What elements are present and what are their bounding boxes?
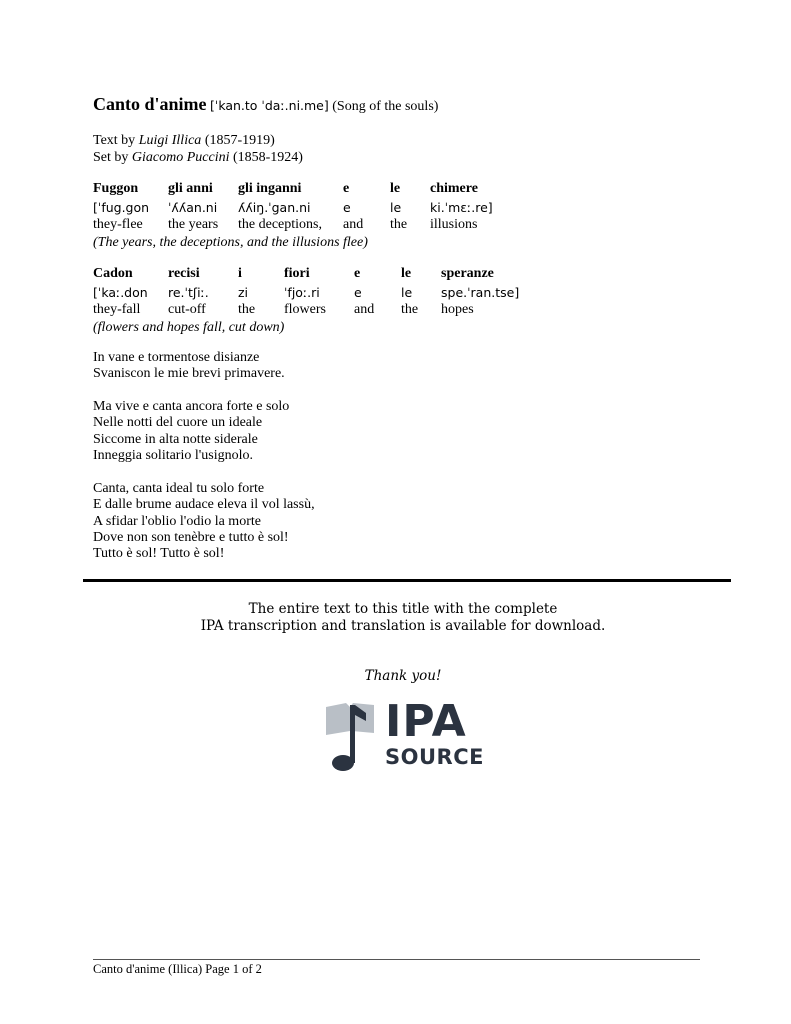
title-ipa: [ˈkan.to ˈdaː.ni.me]: [210, 98, 329, 113]
composer-credit: Set by Giacomo Puccini (1858-1924): [93, 150, 303, 165]
text-credit: Text by Luigi Illica (1857-1919): [93, 133, 275, 148]
ipa-word: re.ˈtʃiː.: [168, 285, 209, 300]
logo-wordmark-source: SOURCE: [385, 745, 484, 769]
poem-line: Inneggia solitario l'usignolo.: [93, 447, 254, 463]
gloss-word: flowers: [284, 302, 326, 317]
gloss-word: illusions: [430, 217, 478, 232]
ipa-word: le: [390, 200, 402, 215]
word: e: [354, 266, 361, 281]
ipa-word: ˈfjoː.ri: [284, 285, 320, 300]
ipa-word: ki.ˈmɛː.re]: [430, 200, 493, 215]
verse-2-summary: (flowers and hopes fall, cut down): [93, 320, 285, 335]
note-head: [332, 755, 354, 771]
gloss-word: the: [238, 302, 256, 317]
verse-2-words: [93, 266, 494, 284]
verse-1-word-by-word: [93, 181, 493, 251]
verse-1-ipa: [93, 199, 493, 217]
verse-2-ipa: [93, 284, 520, 302]
poem-line: A sfidar l'oblio l'odio la morte: [93, 513, 261, 529]
ipa-word: e: [354, 285, 362, 300]
word: recisi: [168, 266, 200, 281]
ipa-word: ˈʎʎan.ni: [168, 200, 218, 215]
verse-2-word-by-word: [93, 266, 520, 336]
page-title: [93, 94, 438, 115]
gloss-word: cut-off: [168, 302, 206, 317]
gloss-word: they-flee: [93, 217, 143, 232]
word: gli inganni: [238, 181, 302, 196]
ipa-word: spe.ˈran.tse]: [441, 285, 520, 300]
gloss-word: the: [401, 302, 419, 317]
gloss-word: the years: [168, 217, 219, 232]
footer-divider: [93, 959, 700, 960]
stanza-1: [93, 350, 285, 383]
note-stem: [350, 705, 355, 763]
word: Fuggon: [93, 181, 139, 196]
word: fiori: [284, 266, 310, 281]
poem-line: Svaniscon le mie brevi primavere.: [93, 366, 285, 382]
credits: [93, 132, 303, 166]
poem-line: Dove non son tenèbre e tutto è sol!: [93, 529, 289, 545]
poem-line: In vane e tormentose disianze: [93, 350, 260, 365]
gloss-word: and: [343, 217, 364, 232]
word: i: [238, 266, 242, 281]
gloss-word: they-fall: [93, 302, 141, 317]
section-divider: [83, 579, 731, 582]
poem-line: Canta, canta ideal tu solo forte: [93, 481, 265, 496]
ipa-word: zi: [238, 285, 249, 300]
poem-line: Ma vive e canta ancora forte e solo: [93, 399, 290, 414]
stanza-2: [93, 399, 289, 464]
word: le: [390, 181, 401, 196]
gloss-word: hopes: [441, 302, 474, 317]
ipa-word: ʎʎiŋ.ˈgan.ni: [238, 200, 311, 215]
thank-you-text: Thank you!: [364, 668, 442, 684]
stanza-3: [93, 481, 315, 562]
logo-wordmark-ipa: IPA: [385, 696, 467, 747]
word: le: [401, 266, 412, 281]
word: e: [343, 181, 350, 196]
lyricist-name: Luigi Illica: [138, 133, 202, 148]
ipa-word: e: [343, 200, 351, 215]
word: Cadon: [93, 266, 133, 281]
poem-line: Siccome in alta notte siderale: [93, 431, 258, 447]
page-footer: Canto d'anime (Illica) Page 1 of 2: [93, 962, 262, 976]
composer-name: Giacomo Puccini: [131, 150, 230, 165]
verse-1-gloss: [93, 217, 478, 235]
gloss-word: the: [390, 217, 408, 232]
poem-line: Nelle notti del cuore un ideale: [93, 415, 263, 431]
ipa-word: [ˈkaː.don: [93, 285, 148, 300]
notice-line-2: IPA transcription and translation is available for download.: [200, 618, 606, 634]
word: speranze: [441, 266, 494, 281]
gloss-word: and: [354, 302, 375, 317]
gloss-word: the deceptions,: [238, 217, 322, 232]
verse-1-summary: (The years, the deceptions, and the illusions flee): [93, 235, 368, 250]
download-notice: [0, 601, 791, 635]
poem-line: Tutto è sol! Tutto è sol!: [93, 546, 225, 562]
ipa-word: [ˈfug.gon: [93, 200, 150, 215]
poem-line: E dalle brume audace eleva il vol lassù,: [93, 497, 315, 513]
verse-2-gloss: [93, 302, 474, 320]
word: chimere: [430, 181, 478, 196]
title-translation: (Song of the souls): [332, 99, 439, 114]
word: gli anni: [168, 181, 213, 196]
notice-line-1: The entire text to this title with the complete: [248, 601, 558, 617]
song-title: Canto d'anime: [93, 94, 207, 114]
verse-1-words: [93, 181, 478, 199]
book-left-page: [326, 703, 350, 735]
ipa-word: le: [401, 285, 413, 300]
